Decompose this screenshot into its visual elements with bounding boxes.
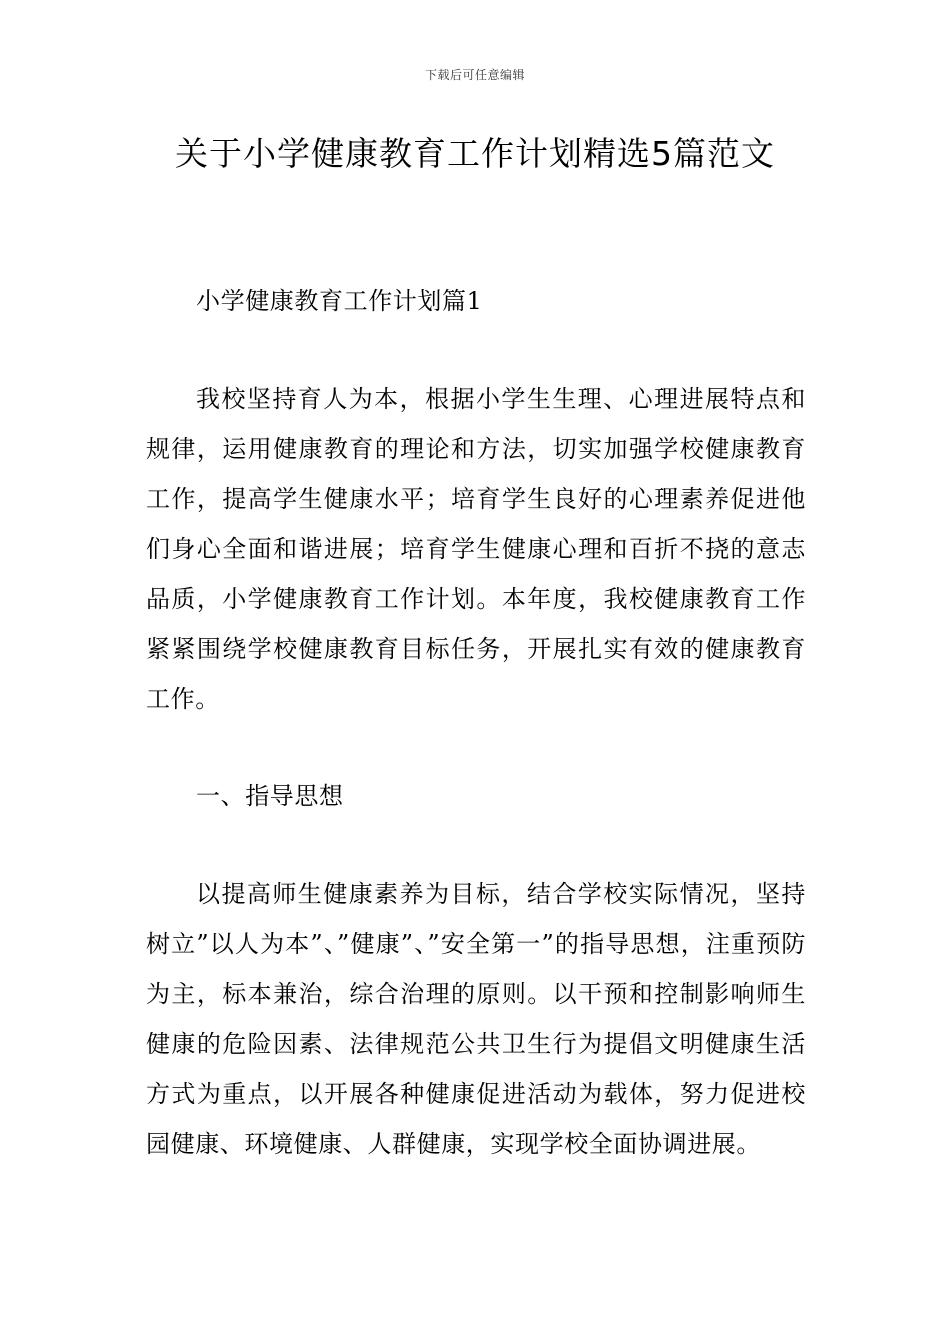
header-note: 下载后可任意编辑 (424, 68, 525, 82)
section-heading-2: 一、指导思想 (196, 782, 344, 810)
document-title: 关于小学健康教育工作计划精选5篇范文 (175, 134, 775, 173)
paragraph-1: 我校坚持育人为本，根据小学生生理、心理进展特点和规律，运用健康教育的理论和方法，切实加强学校健康教育工作，提高学生健康水平；培育学生良好的心理素养促进他们身心全面和谐进展；培育学生健康心理和百折不挠的意志品质，小学健康教育工作计划。本年度，我校健康教育工作紧紧围绕学校健康教育目标任务，开展扎实有效的健康教育工作。 (146, 385, 806, 713)
paragraph-2: 以提高师生健康素养为目标，结合学校实际情况，坚持树立”以人为本”、”健康”、”安全第一”的指导思想，注重预防为主，标本兼治，综合治理的原则。以干预和控制影响师生健康的危险因素、法律规范公共卫生行为提倡文明健康生活方式为重点，以开展各种健康促进活动为载体，努力促进校园健康、环境健康、人群健康，实现学校全面协调进展。 (146, 880, 806, 1158)
section-heading-1: 小学健康教育工作计划篇1 (196, 287, 483, 315)
